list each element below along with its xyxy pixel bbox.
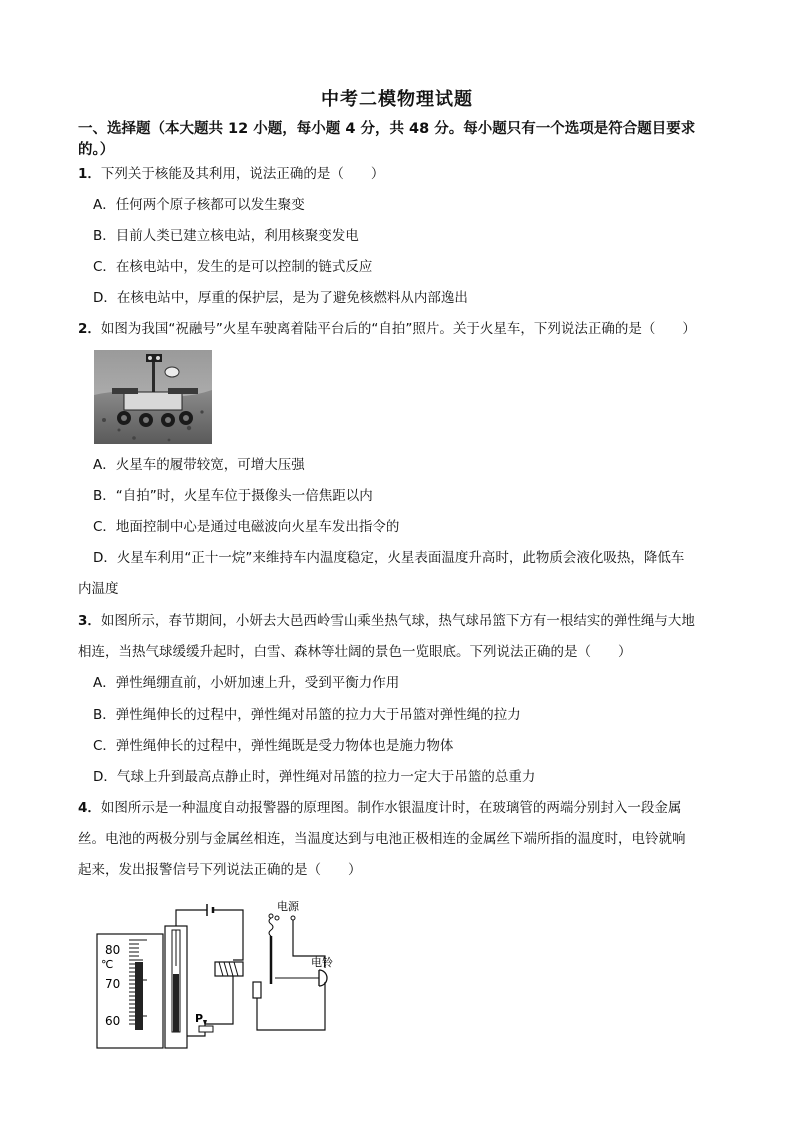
power-label: 电源	[277, 900, 299, 913]
mercury-column	[173, 974, 179, 1032]
question-2-stem	[78, 317, 748, 342]
bell-label: 电铃	[311, 956, 333, 969]
question-1-option-b: B．目前人类已建立核电站，利用核聚变发电	[93, 228, 359, 244]
question-2-option-d: D．火星车利用“正十一烷”来维持车内温度稳定，火星表面温度升高时，此物质会液化吸热，降低车	[93, 550, 685, 566]
temperature-alarm-diagram	[95, 896, 355, 1051]
question-number: 1．	[78, 166, 101, 182]
question-2-option-d-continued: 内温度	[78, 581, 119, 597]
question-number: 2．	[78, 321, 101, 337]
mars-rover-photo	[94, 350, 212, 444]
pointer-icon	[203, 1020, 207, 1026]
question-2-option-c: C．地面控制中心是通过电磁波向火星车发出指令的	[93, 519, 400, 535]
section-heading-line2: 的。）	[78, 142, 115, 158]
question-text: 下列关于核能及其利用，说法正确的是（ ）	[100, 166, 385, 182]
question-3-option-a: A．弹性绳绷直前，小妍加速上升，受到平衡力作用	[93, 675, 400, 691]
question-text: 如图所示是一种温度自动报警器的原理图。制作水银温度计时，在玻璃管的两端分别封入一段金属	[100, 800, 682, 816]
question-text: 如图为我国“祝融号”火星车驶离着陆平台后的“自拍”照片。关于火星车，下列说法正确的是（ ）	[100, 321, 696, 337]
question-4-stem-line2: 丝。电池的两极分别与金属丝相连，当温度达到与电池正极相连的金属丝下端所指的温度时，电铃就响	[78, 831, 686, 847]
question-2-option-a: A．火星车的履带较宽，可增大压强	[93, 457, 305, 473]
bell-icon	[319, 970, 327, 986]
question-3-option-c: C．弹性绳伸长的过程中，弹性绳既是受力物体也是施力物体	[93, 738, 454, 754]
question-4-stem-line3: 起来，发出报警信号下列说法正确的是（ ）	[78, 862, 362, 878]
question-number: 3．	[78, 613, 101, 629]
question-2-option-b: B．“自拍”时，火星车位于摄像头一倍焦距以内	[93, 488, 373, 504]
question-4-stem	[78, 796, 748, 821]
unit-label: ℃	[101, 958, 114, 971]
question-3-option-b: B．弹性绳伸长的过程中，弹性绳对吊篮的拉力大于吊篮对弹性绳的拉力	[93, 707, 521, 723]
p-label: P	[195, 1012, 204, 1025]
question-1-option-c: C．在核电站中，发生的是可以控制的链式反应	[93, 259, 373, 275]
terminal-icon	[275, 916, 279, 920]
section-heading-line1: 一、选择题（本大题共 12 小题，每小题 4 分，共 48 分。每小题只有一个选项是符合题目要求	[78, 121, 696, 137]
question-1-option-d: D．在核电站中，厚重的保护层，是为了避免核燃料从内部逸出	[93, 290, 468, 306]
question-text: 如图所示，春节期间，小妍去大邑西岭雪山乘坐热气球，热气球吊篮下方有一根结实的弹性绳与大地	[100, 613, 695, 629]
question-number: 4．	[78, 800, 101, 816]
scale-label-60: 60	[105, 1014, 121, 1028]
question-1-option-a: A．任何两个原子核都可以发生聚变	[93, 197, 305, 213]
spring-icon	[269, 918, 273, 936]
question-1-stem	[78, 162, 748, 187]
question-3-option-d: D．气球上升到最高点静止时，弹性绳对吊篮的拉力一定大于吊篮的总重力	[93, 769, 536, 785]
scale-label-80: 80	[105, 943, 121, 957]
armature-block	[253, 982, 261, 998]
page-title: 中考二模物理试题	[321, 89, 473, 110]
question-3-stem-line2: 相连，当热气球缓缓升起时，白雪、森林等壮阔的景色一览眼底。下列说法正确的是（ ）	[78, 644, 632, 660]
question-3-stem	[78, 609, 748, 634]
mercury-column-scale	[135, 962, 143, 1030]
scale-label-70: 70	[105, 977, 121, 991]
